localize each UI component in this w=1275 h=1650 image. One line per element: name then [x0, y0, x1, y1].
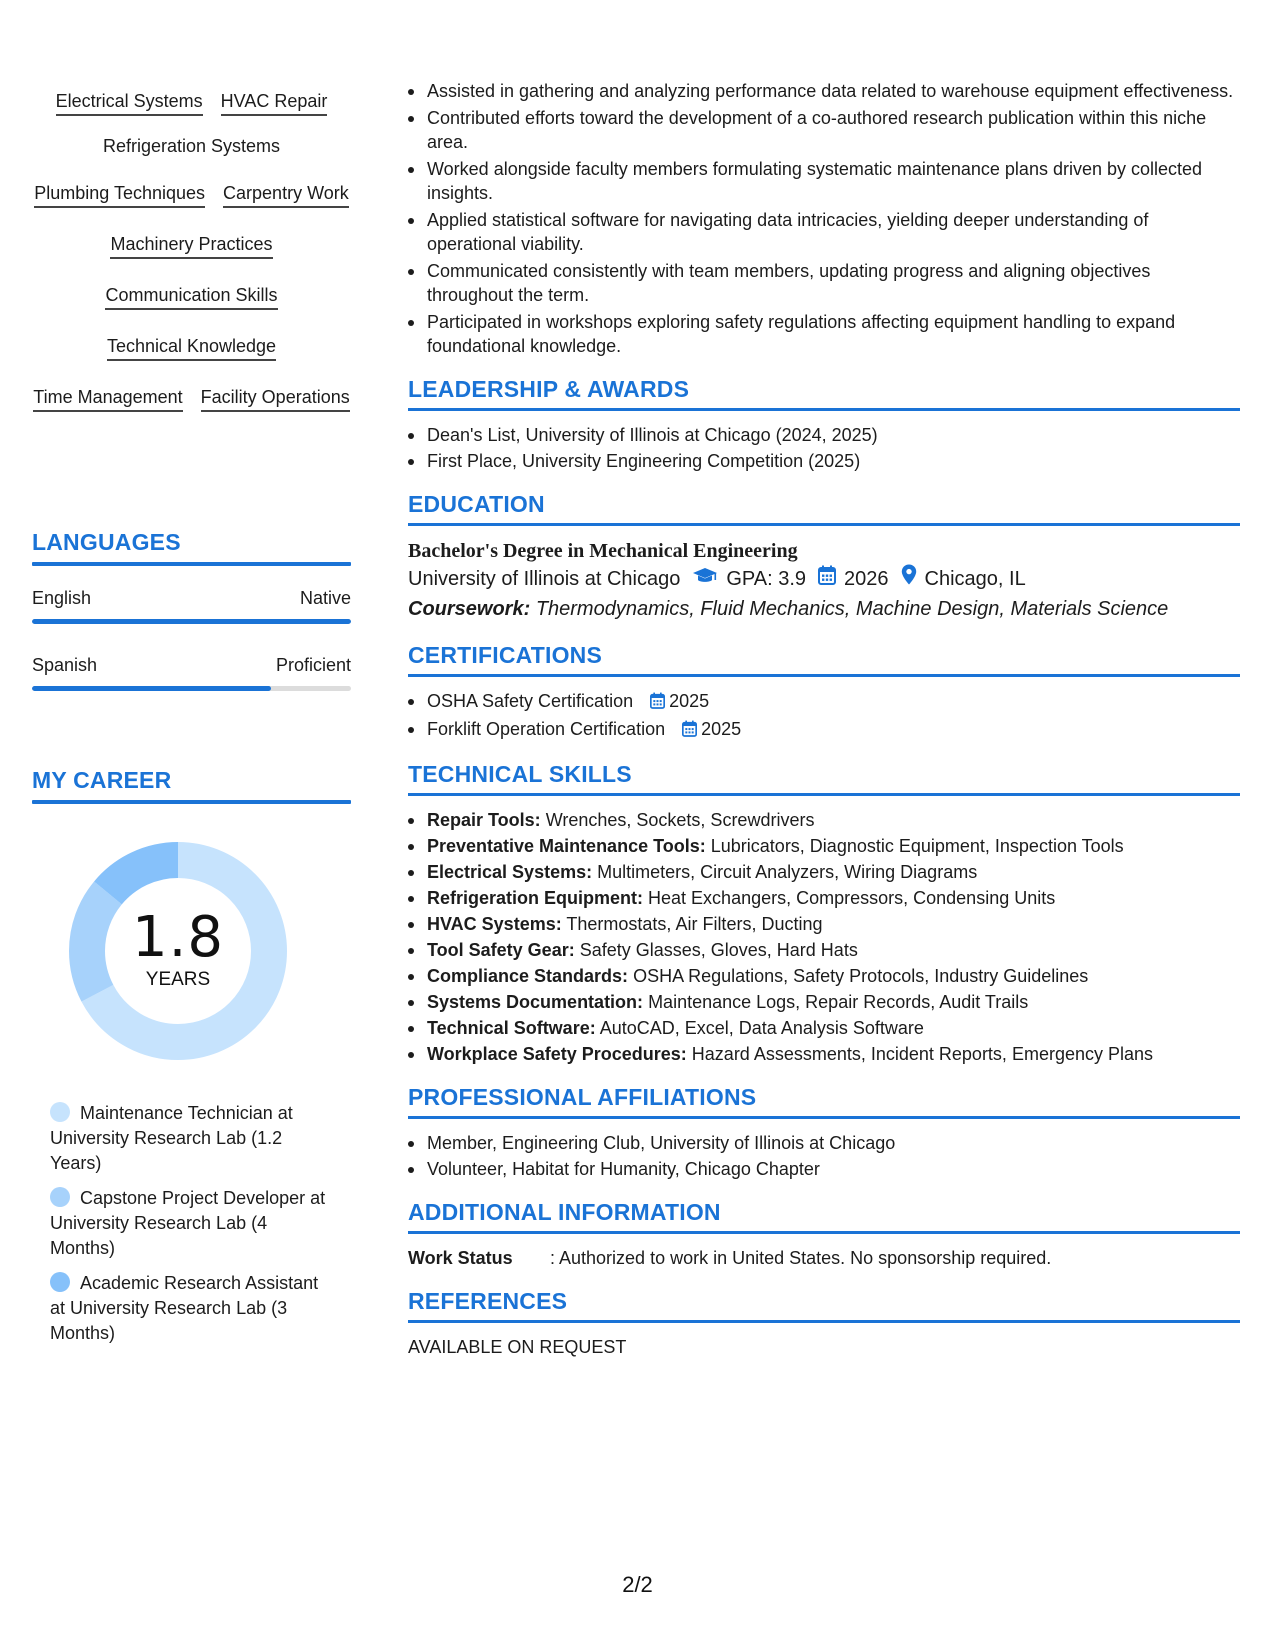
certification-year: 2025: [701, 719, 742, 739]
technical-skill-item: [408, 834, 1240, 858]
education-location: Chicago, IL: [924, 568, 1026, 590]
technical-skill-item: [408, 808, 1240, 832]
legend-dot: [50, 1272, 70, 1292]
references-section: [408, 1288, 1240, 1359]
skill-category: Systems Documentation:: [427, 992, 644, 1012]
calendar-icon: [818, 564, 836, 594]
language-bar-fill: [32, 686, 271, 691]
coursework: [408, 594, 1240, 624]
references-text: AVAILABLE ON REQUEST: [408, 1337, 627, 1357]
language-name: English: [32, 588, 92, 608]
language-bar: [32, 686, 351, 691]
skill-values: Safety Glasses, Gloves, Hard Hats: [579, 940, 858, 960]
graduation-cap-icon: [692, 564, 718, 594]
coursework-label: Coursework:: [408, 598, 531, 620]
section-rule: [408, 408, 1240, 411]
skill-tag: Plumbing Techniques: [34, 176, 205, 208]
technical-skill-item: [408, 860, 1240, 884]
skill-tag: Electrical Systems: [56, 84, 203, 116]
skill-values: Wrenches, Sockets, Screwdrivers: [545, 810, 815, 830]
references-heading: REFERENCES: [408, 1288, 568, 1314]
skill-tag: Carpentry Work: [223, 176, 349, 208]
affiliation-item: Volunteer, Habitat for Humanity, Chicago Chapter: [408, 1157, 1240, 1181]
graduation-year: 2026: [844, 568, 889, 590]
section-rule: [408, 1231, 1240, 1234]
skill-category: Refrigeration Equipment:: [427, 888, 644, 908]
skill-tag: Machinery Practices: [110, 227, 272, 259]
career-heading: MY CAREER: [32, 767, 172, 793]
right-column: [408, 79, 1240, 1359]
certifications-section: [408, 642, 1240, 743]
skill-category: Tool Safety Gear:: [427, 940, 575, 960]
career-section: [32, 767, 351, 1343]
certification-item: [408, 689, 1240, 715]
career-role: Academic Research Assistant at University Research Lab (3 Months): [50, 1273, 319, 1343]
technical-skills-section: [408, 761, 1240, 1066]
skill-category: HVAC Systems:: [427, 914, 562, 934]
skill-tag: Communication Skills: [105, 278, 277, 310]
career-total-unit: YEARS: [145, 969, 211, 990]
language-item: [32, 654, 351, 691]
languages-section: [32, 529, 351, 691]
skill-values: OSHA Regulations, Safety Protocols, Industry Guidelines: [633, 966, 1089, 986]
experience-bullet: Assisted in gathering and analyzing performance data related to warehouse equipment effectiveness.: [408, 79, 1240, 103]
school-name: University of Illinois at Chicago: [408, 568, 681, 590]
affiliation-item: Member, Engineering Club, University of Illinois at Chicago: [408, 1131, 1240, 1155]
skill-category: Preventative Maintenance Tools:: [427, 836, 706, 856]
technical-skill-item: [408, 938, 1240, 962]
work-status-row: [408, 1246, 1240, 1270]
language-bar: [32, 619, 351, 624]
work-status-value: : Authorized to work in United States. No sponsorship required.: [550, 1248, 1052, 1268]
experience-bullet: Communicated consistently with team members, updating progress and aligning objectives throughout the term.: [408, 259, 1240, 307]
technical-skill-item: [408, 990, 1240, 1014]
skill-values: Thermostats, Air Filters, Ducting: [566, 914, 823, 934]
left-column: [32, 84, 351, 1343]
experience-bullet: Participated in workshops exploring safety regulations affecting equipment handling to expand foundational knowledge.: [408, 310, 1240, 358]
technical-skill-item: [408, 1016, 1240, 1040]
calendar-icon: [650, 691, 665, 715]
section-rule: [408, 1320, 1240, 1323]
coursework-list: Thermodynamics, Fluid Mechanics, Machine Design, Materials Science: [535, 598, 1169, 620]
leadership-section: [408, 376, 1240, 473]
award-item: First Place, University Engineering Competition (2025): [408, 449, 1240, 473]
skill-values: Multimeters, Circuit Analyzers, Wiring Diagrams: [597, 862, 978, 882]
calendar-icon: [682, 719, 697, 743]
education-details: [408, 564, 1240, 594]
experience-bullets: [408, 79, 1240, 358]
affiliations-heading: PROFESSIONAL AFFILIATIONS: [408, 1084, 757, 1110]
career-legend-item: [50, 1271, 330, 1346]
additional-info-heading: ADDITIONAL INFORMATION: [408, 1199, 721, 1225]
affiliations-section: [408, 1084, 1240, 1181]
page-number: 2/2: [622, 1572, 653, 1597]
section-rule: [408, 674, 1240, 677]
degree-title: Bachelor's Degree in Mechanical Engineering: [408, 540, 798, 562]
skill-category: Compliance Standards:: [427, 966, 629, 986]
certifications-heading: CERTIFICATIONS: [408, 642, 603, 668]
experience-bullet: Worked alongside faculty members formulating systematic maintenance plans driven by collected insights.: [408, 157, 1240, 205]
skill-values: Lubricators, Diagnostic Equipment, Inspection Tools: [710, 836, 1124, 856]
technical-skill-item: [408, 964, 1240, 988]
certification-year: 2025: [669, 691, 710, 711]
career-donut: [66, 839, 290, 1063]
experience-bullet: Contributed efforts toward the development of a co-authored research publication within this niche area.: [408, 106, 1240, 154]
career-role: Maintenance Technician at University Research Lab (1.2 Years): [50, 1103, 293, 1173]
additional-info-section: [408, 1199, 1240, 1270]
section-rule: [408, 793, 1240, 796]
map-pin-icon: [901, 564, 917, 594]
section-rule: [408, 1116, 1240, 1119]
language-item: [32, 587, 351, 624]
technical-skill-item: [408, 886, 1240, 910]
skill-values: Heat Exchangers, Compressors, Condensing Units: [648, 888, 1056, 908]
career-rule: [32, 800, 351, 804]
languages-heading: LANGUAGES: [32, 529, 181, 555]
career-legend-item: [50, 1186, 330, 1261]
certification-name: Forklift Operation Certification: [427, 719, 666, 739]
career-total-years: 1.8: [131, 905, 225, 970]
gpa: GPA: 3.9: [726, 568, 807, 590]
certification-item: [408, 717, 1240, 743]
career-role: Capstone Project Developer at University Research Lab (4 Months): [50, 1188, 326, 1258]
skill-values: AutoCAD, Excel, Data Analysis Software: [599, 1018, 924, 1038]
legend-dot: [50, 1187, 70, 1207]
section-rule: [408, 523, 1240, 526]
language-level: Proficient: [275, 655, 351, 675]
skill-values: Maintenance Logs, Repair Records, Audit Trails: [648, 992, 1029, 1012]
skill-tag: Facility Operations: [201, 380, 350, 412]
skill-category: Electrical Systems:: [427, 862, 593, 882]
languages-rule: [32, 562, 351, 566]
language-bar-fill: [32, 619, 351, 624]
skill-tag: Refrigeration Systems: [102, 136, 281, 156]
skill-category: Technical Software:: [427, 1018, 596, 1038]
skill-category: Workplace Safety Procedures:: [427, 1044, 687, 1064]
skill-category: Repair Tools:: [427, 810, 541, 830]
certification-name: OSHA Safety Certification: [427, 691, 634, 711]
legend-dot: [50, 1102, 70, 1122]
skill-tag: Technical Knowledge: [107, 329, 276, 361]
education-heading: EDUCATION: [408, 491, 545, 517]
skill-tag: Time Management: [33, 380, 182, 412]
technical-skill-item: [408, 1042, 1240, 1066]
award-item: Dean's List, University of Illinois at Chicago (2024, 2025): [408, 423, 1240, 447]
language-name: Spanish: [32, 655, 98, 675]
career-legend: [50, 1101, 330, 1356]
education-section: [408, 491, 1240, 624]
experience-bullet: Applied statistical software for navigating data intricacies, yielding deeper understanding of operational viability.: [408, 208, 1240, 256]
career-legend-item: [50, 1101, 330, 1176]
technical-skill-item: [408, 912, 1240, 936]
leadership-heading: LEADERSHIP & AWARDS: [408, 376, 690, 402]
technical-skills-heading: TECHNICAL SKILLS: [408, 761, 632, 787]
language-level: Native: [299, 588, 351, 608]
skill-tags: [32, 84, 351, 431]
work-status-label: Work Status: [408, 1248, 513, 1268]
skill-tag: HVAC Repair: [221, 84, 328, 116]
skill-values: Hazard Assessments, Incident Reports, Emergency Plans: [691, 1044, 1154, 1064]
